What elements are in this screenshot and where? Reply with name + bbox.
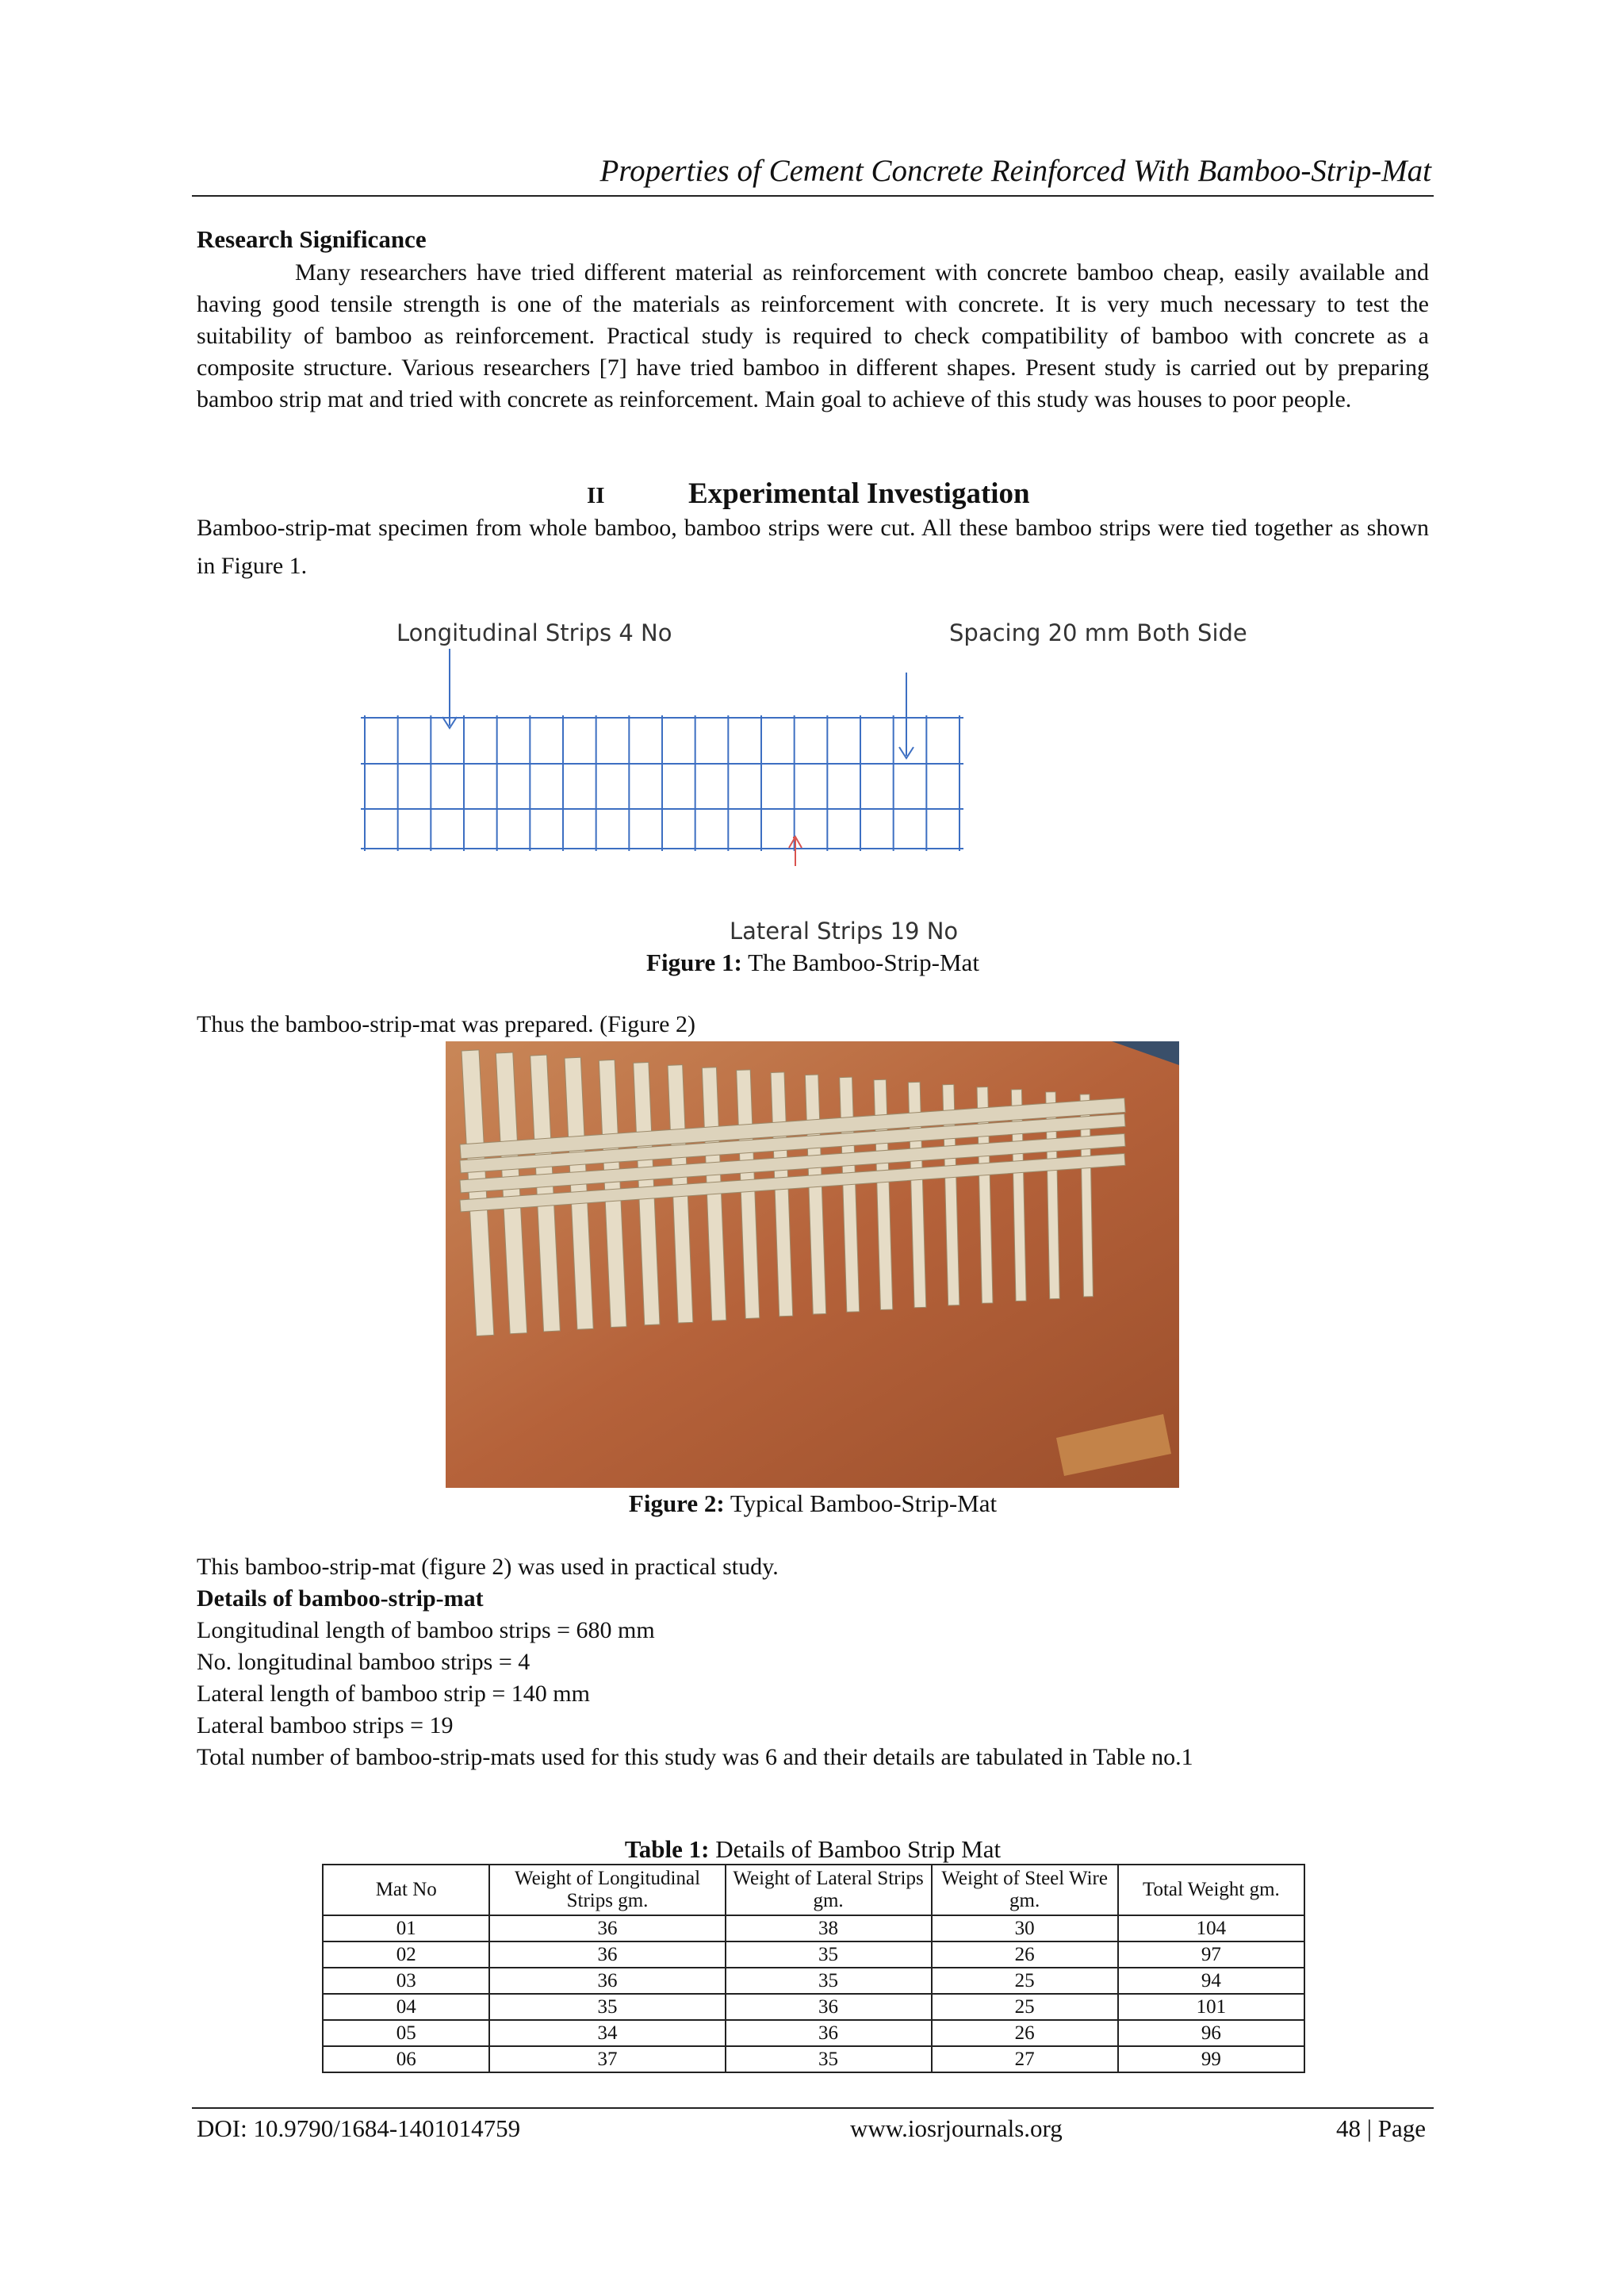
table-cell: 94	[1118, 1968, 1304, 1994]
figure-1-caption-label: Figure 1:	[646, 949, 742, 976]
mat-details	[197, 1551, 1323, 1773]
column-header: Weight of Longitudinal Strips gm.	[489, 1865, 725, 1915]
table-header-row	[323, 1865, 1304, 1915]
section-number: II	[587, 483, 605, 508]
table-cell: 30	[932, 1915, 1118, 1941]
table-cell: 26	[932, 2020, 1118, 2046]
table-cell: 04	[323, 1994, 489, 2020]
table-cell: 25	[932, 1994, 1118, 2020]
table-cell: 36	[726, 1994, 932, 2020]
footer-doi: DOI: 10.9790/1684-1401014759	[197, 2114, 521, 2142]
column-header: Total Weight gm.	[1118, 1865, 1304, 1915]
column-header: Mat No	[323, 1865, 489, 1915]
table-1-caption-label: Table 1:	[624, 1835, 710, 1863]
strip-grid	[361, 715, 963, 851]
table-cell: 25	[932, 1968, 1118, 1994]
section-paragraph: Bamboo-strip-mat specimen from whole bamboo, bamboo strips were cut. All these bamboo strips were tied together as shown in Figure 1.	[197, 515, 1429, 579]
table-row	[323, 1941, 1304, 1968]
label-lateral-strips: Lateral Strips 19 No	[730, 918, 959, 945]
table-1-caption-text: Details of Bamboo Strip Mat	[709, 1835, 1002, 1863]
table-cell: 37	[489, 2046, 725, 2072]
table-row	[323, 2046, 1304, 2072]
table-cell: 97	[1118, 1941, 1304, 1968]
table-cell: 35	[726, 2046, 932, 2072]
details-table	[322, 1864, 1305, 2073]
table-cell: 03	[323, 1968, 489, 1994]
header-rule	[192, 195, 1434, 197]
footer-website[interactable]: www.iosrjournals.org	[850, 2114, 1063, 2142]
running-header: Properties of Cement Concrete Reinforced With Bamboo-Strip-Mat	[599, 154, 1431, 188]
table-cell: 35	[489, 1994, 725, 2020]
arrow-spacing	[899, 673, 914, 758]
footer-rule	[192, 2107, 1434, 2109]
table-cell: 01	[323, 1915, 489, 1941]
table-cell: 101	[1118, 1994, 1304, 2020]
table-cell: 99	[1118, 2046, 1304, 2072]
details-line: Lateral bamboo strips = 19	[197, 1712, 454, 1738]
label-spacing: Spacing 20 mm Both Side	[949, 619, 1247, 646]
table-cell: 36	[726, 2020, 932, 2046]
table-cell: 35	[726, 1968, 932, 1994]
column-header: Weight of Steel Wire gm.	[932, 1865, 1118, 1915]
figure-1-diagram	[349, 611, 1300, 952]
details-intro: This bamboo-strip-mat (figure 2) was used in practical study.	[197, 1554, 779, 1580]
details-line: Lateral length of bamboo strip = 140 mm	[197, 1681, 590, 1707]
section-title: Experimental Investigation	[688, 477, 1030, 510]
details-heading: Details of bamboo-strip-mat	[197, 1585, 484, 1612]
table-cell: 36	[489, 1968, 725, 1994]
table-row	[323, 1915, 1304, 1941]
research-significance-paragraph: Many researchers have tried different material as reinforcement with concrete bamboo cheap, easily available and having good tensile strength is one of the materials as reinforcement with concrete. It is very much necessary to test the suitability of bamboo as reinforcement. Practical study is required to check compatibility of bamboo with concrete as a composite structure. Various researchers [7] have tried bamboo in different shapes. Present study is carried out by preparing bamboo strip mat and tried with concrete as reinforcement. Main goal to achieve of this study was houses to poor people.	[197, 259, 1429, 412]
table-cell: 96	[1118, 2020, 1304, 2046]
table-cell: 02	[323, 1941, 489, 1968]
table-row	[323, 1994, 1304, 2020]
label-longitudinal-strips: Longitudinal Strips 4 No	[396, 619, 672, 646]
table-cell: 104	[1118, 1915, 1304, 1941]
figure-2-photo	[446, 1041, 1179, 1488]
table-cell: 05	[323, 2020, 489, 2046]
details-line: No. longitudinal bamboo strips = 4	[197, 1649, 530, 1675]
table-cell: 35	[726, 1941, 932, 1968]
paragraph-prepared: Thus the bamboo-strip-mat was prepared. (Figure 2)	[197, 1011, 695, 1037]
details-line: Total number of bamboo-strip-mats used for this study was 6 and their details are tabulated in Table no.1	[197, 1744, 1193, 1770]
table-row	[323, 2020, 1304, 2046]
footer-page-number: 48 | Page	[1336, 2114, 1426, 2142]
arrow-longitudinal	[442, 649, 457, 728]
figure-1-caption-text: The Bamboo-Strip-Mat	[741, 949, 979, 976]
figure-1-caption	[197, 947, 1429, 979]
table-row	[323, 1968, 1304, 1994]
arrow-lateral	[789, 837, 802, 866]
research-significance-heading: Research Significance	[197, 225, 427, 253]
column-header: Weight of Lateral Strips gm.	[726, 1865, 932, 1915]
figure-2-caption	[197, 1488, 1429, 1520]
table-cell: 06	[323, 2046, 489, 2072]
details-line: Longitudinal length of bamboo strips = 680 mm	[197, 1617, 655, 1643]
table-cell: 26	[932, 1941, 1118, 1968]
table-cell: 34	[489, 2020, 725, 2046]
table-cell: 38	[726, 1915, 932, 1941]
table-cell: 36	[489, 1941, 725, 1968]
table-1-caption	[197, 1834, 1429, 1865]
table-cell: 36	[489, 1915, 725, 1941]
figure-2-caption-text: Typical Bamboo-Strip-Mat	[724, 1489, 998, 1517]
figure-2-caption-label: Figure 2:	[628, 1489, 725, 1517]
table-cell: 27	[932, 2046, 1118, 2072]
